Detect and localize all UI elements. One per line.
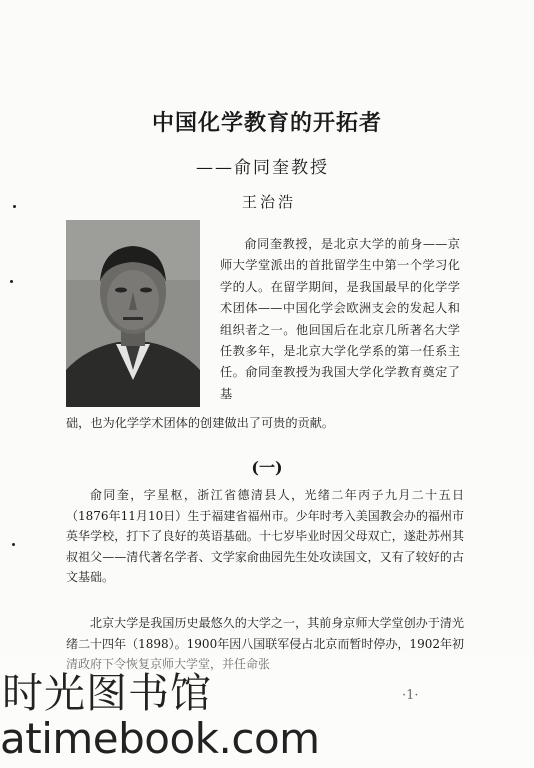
portrait-photo bbox=[66, 220, 200, 407]
author-name: 王治浩 bbox=[242, 193, 297, 211]
section-heading: (一) bbox=[251, 458, 283, 477]
intro-paragraph-tail: 础，也为化学学术团体的创建做出了可贵的贡献。 bbox=[66, 416, 335, 430]
watermark-url: atimebook.com bbox=[0, 714, 320, 763]
scan-speck bbox=[13, 205, 16, 208]
watermark-chinese: 时光图书馆 bbox=[2, 669, 212, 717]
body-paragraph: 俞同奎，字星枢，浙江省德清县人，光绪二年丙子九月二十五日（1876年11月10日）生于福建省福州市。少年时考入美国教会办的福州市英华学校，打下了良好的英语基础。十七岁毕业时因父母双亡，遂赴苏州其叔祖父——清代著名学者、文学家俞曲园先生处攻读国文，又有了较好的古文基础。 bbox=[66, 488, 464, 585]
intro-paragraph: 俞同奎教授，是北京大学的前身——京师大学堂派出的首批留学生中第一个学习化学的人。在留学期间，是我国最早的化学学术团体——中国化学会欧洲支会的发起人和组织者之一。他回国后在北京几所著名大学任教多年，是北京大学化学系的第一任系主任。俞同奎教授为我国大学化学教育奠定了基 bbox=[220, 237, 460, 401]
body-paragraph: 北京大学是我国历史最悠久的大学之一，其前身京师大学堂创办于清光绪二十四年（1898）。1900年因八国联军侵占北京而暂时停办，1902年初清政府下令恢复京师大学堂，并任命张 bbox=[66, 616, 464, 672]
page-number: ·1· bbox=[402, 688, 419, 703]
scan-speck bbox=[10, 280, 13, 283]
article-title: 中国化学教育的开拓者 bbox=[151, 110, 382, 136]
article-subtitle: ——俞同奎教授 bbox=[196, 158, 329, 178]
scan-speck bbox=[12, 543, 15, 546]
